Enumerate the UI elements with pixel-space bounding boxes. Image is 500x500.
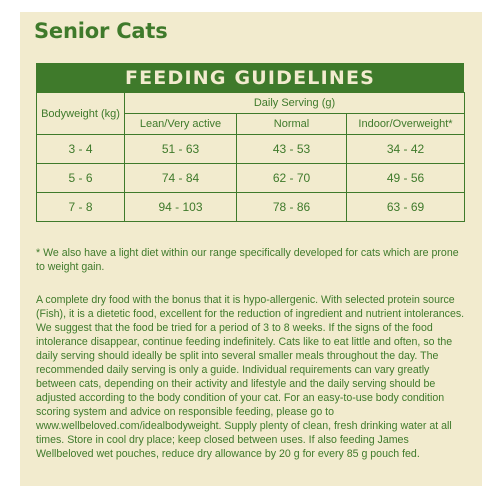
normal-cell: 62 - 70 — [237, 164, 347, 193]
weight-cell: 7 - 8 — [37, 193, 125, 222]
lean-cell: 74 - 84 — [125, 164, 237, 193]
table-row — [37, 135, 465, 164]
indoor-cell: 49 - 56 — [347, 164, 465, 193]
product-description: A complete dry food with the bonus that it is hypo-allergenic. With selected protein source (Fish), it is a dietetic food, excellent for the reduction of ingredient and nutrient intolerances. We suggest that the food be tried for a period of 3 to 8 weeks. If the signs of the food intolerance disappear, continue feeding indefinitely. Cats like to eat little and often, so the daily serving should ideally be split into several smaller meals throughout the day. The recommended daily serving is only a guide. Individual requirements can vary greatly between cats, depending on their activity and lifestyle and the daily serving should be adjusted according to the body condition of your cat. For an easy-to-use body condition scoring system and advice on responsible feeding, please go to www.wellbeloved.com/idealbodyweight. Supply plenty of clean, fresh drinking water at all times. Store in cool dry place; keep closed between uses. If also feeding James Wellbeloved wet pouches, reduce dry allowance by 20 g for every 85 g pouch fed. — [36, 294, 465, 460]
weight-cell: 5 - 6 — [37, 164, 125, 193]
lean-cell: 94 - 103 — [125, 193, 237, 222]
light-diet-footnote: * We also have a light diet within our range specifically developed for cats which are prone to weight gain. — [36, 247, 459, 273]
lean-cell: 51 - 63 — [125, 135, 237, 164]
indoor-cell: 34 - 42 — [347, 135, 465, 164]
table-row — [37, 193, 465, 222]
table-title-banner: FEEDING GUIDELINES — [36, 63, 464, 92]
column-header-lean: Lean/Very active — [125, 114, 237, 135]
column-header-normal: Normal — [237, 114, 347, 135]
normal-cell: 43 - 53 — [237, 135, 347, 164]
page-title: Senior Cats — [34, 19, 168, 43]
column-header-indoor: Indoor/Overweight* — [347, 114, 465, 135]
weight-cell: 3 - 4 — [37, 135, 125, 164]
feeding-table — [36, 92, 465, 222]
normal-cell: 78 - 86 — [237, 193, 347, 222]
table-row — [37, 164, 465, 193]
feeding-table-container — [36, 63, 464, 222]
indoor-cell: 63 - 69 — [347, 193, 465, 222]
daily-serving-header: Daily Serving (g) — [125, 93, 465, 114]
bodyweight-header: Bodyweight (kg) — [37, 93, 125, 135]
table-header-row — [37, 93, 465, 114]
feeding-guide-card — [20, 12, 482, 486]
